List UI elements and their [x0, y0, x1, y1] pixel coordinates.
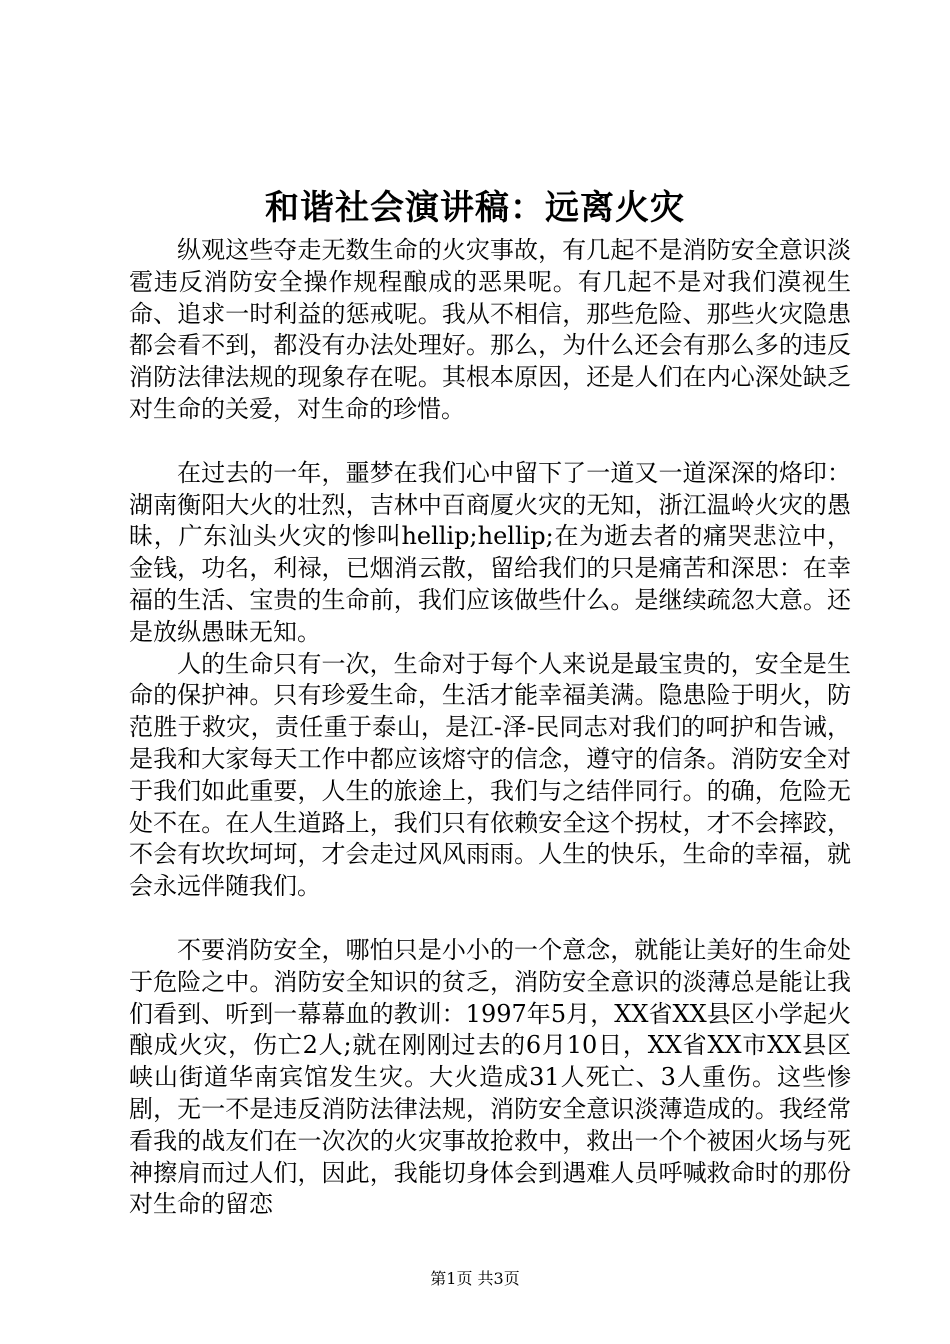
- paragraph-spacer: [129, 903, 851, 935]
- paragraph-1: 纵观这些夺走无数生命的火灾事故，有几起不是消防安全意识淡雹违反消防安全操作规程酿成的恶果呢。有几起不是对我们漠视生命、追求一时利益的惩戒呢。我从不相信，那些危险、那些火灾隐患都会看不到，都没有办法处理好。那么，为什么还会有那么多的违反消防法律法规的现象存在呢。其根本原因，还是人们在内心深处缺乏对生命的关爱，对生命的珍惜。: [129, 236, 851, 423]
- paragraph-spacer: [129, 426, 851, 458]
- document-body: [129, 235, 851, 1221]
- page-footer: 第1页 共3页: [430, 1269, 520, 1288]
- paragraph-3: 人的生命只有一次，生命对于每个人来说是最宝贵的，安全是生命的保护神。只有珍爱生命，生活才能幸福美满。隐患险于明火，防范胜于救灾，责任重于泰山，是江-泽-民同志对我们的呵护和告诫，是我和大家每天工作中都应该熔守的信念，遵守的信条。消防安全对于我们如此重要，人生的旅途上，我们与之结伴同行。的确，危险无处不在。在人生道路上，我们只有依赖安全这个拐杖，才不会摔跤，不会有坎坎坷坷，才会走过风风雨雨。人生的快乐，生命的幸福，就会永远伴随我们。: [129, 649, 851, 901]
- paragraph-2: 在过去的一年，噩梦在我们心中留下了一道又一道深深的烙印：湖南衡阳大火的壮烈，吉林中百商厦火灾的无知，浙江温岭火灾的愚昧，广东汕头火灾的惨叫hellip;hellip;在为逝去者的痛哭悲泣中，金钱，功名，利禄，已烟消云散，留给我们的只是痛苦和深思：在幸福的生活、宝贵的生命前，我们应该做些什么。是继续疏忽大意。还是放纵愚昧无知。: [129, 458, 851, 646]
- paragraph-4: 不要消防安全，哪怕只是小小的一个意念，就能让美好的生命处于危险之中。消防安全知识的贫乏，消防安全意识的淡薄总是能让我们看到、听到一幕幕血的教训：1997年5月，XX省XX县区小学起火酿成火灾，伤亡2人;就在刚刚过去的6月10日，XX省XX市XX县区峡山街道华南宾馆发生灾。大火造成31人死亡、3人重伤。这些惨剧，无一不是违反消防法律法规，消防安全意识淡薄造成的。我经常看我的战友们在一次次的火灾事故抢救中，救出一个个被困火场与死神擦肩而过人们，因此，我能切身体会到遇难人员呼喊救命时的那份对生命的留恋: [129, 935, 851, 1219]
- document-title: 和谐社会演讲稿：远离火灾: [265, 188, 685, 228]
